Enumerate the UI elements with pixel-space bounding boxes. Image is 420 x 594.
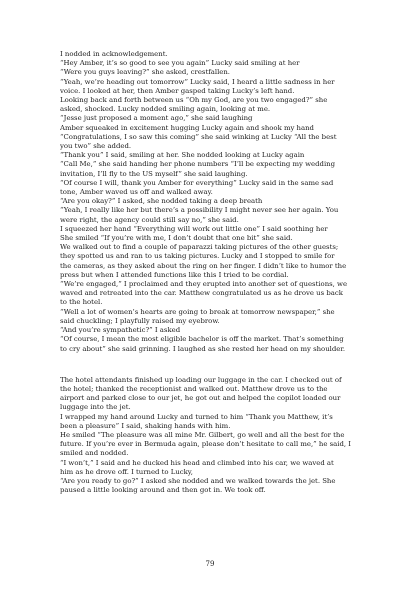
text-line: asked, shocked. Lucky nodded smiling again, looking at me. bbox=[60, 105, 271, 114]
text-section-1 bbox=[60, 50, 376, 354]
text-line: “Are you ready to go?” I asked she nodded and we walked towards the jet. She bbox=[60, 476, 336, 485]
text-line: Amber squeaked in excitement hugging Lucky again and shook my hand bbox=[60, 123, 314, 132]
text-line: to the hotel. bbox=[60, 298, 103, 307]
text-line: “And you’re sympathetic?” I asked bbox=[60, 326, 181, 335]
text-line: I nodded in acknowledgement. bbox=[60, 50, 168, 58]
text-line: “I won’t,” I said and he ducked his head and climbed into his car, we waved at bbox=[60, 458, 334, 467]
section-break bbox=[60, 354, 376, 376]
text-line: “Were you guys leaving?” she asked, crestfallen. bbox=[60, 68, 230, 77]
text-line: you two” she added. bbox=[60, 142, 132, 151]
text-line: He smiled “The pleasure was all mine Mr. Gilbert, go well and all the best for the bbox=[60, 430, 345, 439]
text-line: “Yeah, I really like her but there’s a possibility I might never see her again. You bbox=[60, 206, 339, 215]
text-line: I squeezed her hand “Everything will work out little one” I said soothing her bbox=[60, 224, 328, 233]
text-line: him as he drove off. I turned to Lucky, bbox=[60, 467, 193, 476]
text-line: “Of course, I mean the most eligible bachelor is off the market. That’s something bbox=[60, 335, 344, 344]
text-line: were right, the agency could still say no,” she said. bbox=[60, 215, 239, 224]
text-line: She smiled “If you’re with me, I don’t doubt that one bit” she said. bbox=[60, 234, 293, 243]
text-line: future. If you’re ever in Bermuda again, please don’t hesitate to call me,” he said, I bbox=[60, 440, 351, 449]
text-line: invitation, I’ll fly to the US myself” she said laughing. bbox=[60, 169, 248, 178]
text-line: luggage into the jet. bbox=[60, 403, 131, 412]
text-line: been a pleasure” I said, shaking hands with him. bbox=[60, 421, 231, 430]
text-line: I wrapped my hand around Lucky and turned to him “Thank you Matthew, it’s bbox=[60, 412, 333, 421]
text-line: “Are you okay?” I asked, she nodded taking a deep breath bbox=[60, 197, 263, 206]
text-line: “Congratulations, I so saw this coming” she said winking at Lucky “All the best bbox=[60, 132, 337, 141]
text-line: they spotted us and ran to us taking pictures. Lucky and I stopped to smile for bbox=[60, 252, 335, 261]
text-line: to cry about” she said grinning. I laughed as she rested her head on my shoulder. bbox=[60, 344, 346, 353]
text-line: “Jesse just proposed a moment ago,” she said laughing bbox=[60, 114, 253, 123]
text-line: “Yeah, we’re heading out tomorrow” Lucky said, I heard a little sadness in her bbox=[60, 77, 335, 86]
text-line: said chuckling; I playfully raised my eyebrow. bbox=[60, 316, 220, 325]
text-line: “Call Me,” she said handing her phone numbers “I’ll be expecting my wedding bbox=[60, 160, 335, 169]
text-line: paused a little looking around and then got in. We took off. bbox=[60, 486, 266, 495]
body-text bbox=[60, 50, 376, 495]
text-line: “Hey Amber, it’s so good to see you again” Lucky said smiling at her bbox=[60, 59, 300, 68]
text-line: The hotel attendants finished up loading our luggage in the car. I checked out of bbox=[60, 375, 342, 384]
text-line: the hotel; thanked the receptionist and walked out. Matthew drove us to the bbox=[60, 384, 328, 393]
text-line: smiled and nodded. bbox=[60, 449, 129, 458]
text-line: “Thank you” I said, smiling at her. She nodded looking at Lucky again bbox=[60, 151, 305, 160]
text-line: waved and retreated into the car. Matthew congratulated us as he drove us back bbox=[60, 289, 343, 298]
text-line: the cameras, as they asked about the ring on her finger. I didn’t like to humor the bbox=[60, 261, 347, 270]
text-line: press but when I attended functions like this I tried to be cordial. bbox=[60, 270, 289, 279]
text-line: “Of course I will, thank you Amber for everything” Lucky said in the same sad bbox=[60, 178, 334, 187]
text-line: “We’re engaged,” I proclaimed and they erupted into another set of questions, we bbox=[60, 280, 348, 289]
page-number: 79 bbox=[205, 560, 215, 568]
text-line: We walked out to find a couple of paparazzi taking pictures of the other guests; bbox=[60, 243, 339, 252]
text-line: Looking back and forth between us “Oh my God, are you two engaged?” she bbox=[60, 96, 328, 105]
text-line: voice. I looked at her, then Amber gasped taking Lucky’s left hand. bbox=[60, 86, 295, 95]
text-section-2 bbox=[60, 376, 376, 496]
text-line: tone, Amber waved us off and walked away. bbox=[60, 188, 213, 197]
text-line: “Well a lot of women’s hearts are going to break at tomorrow newspaper,” she bbox=[60, 307, 335, 316]
text-line: airport and parked close to our jet, he got out and helped the copilot loaded our bbox=[60, 394, 341, 403]
